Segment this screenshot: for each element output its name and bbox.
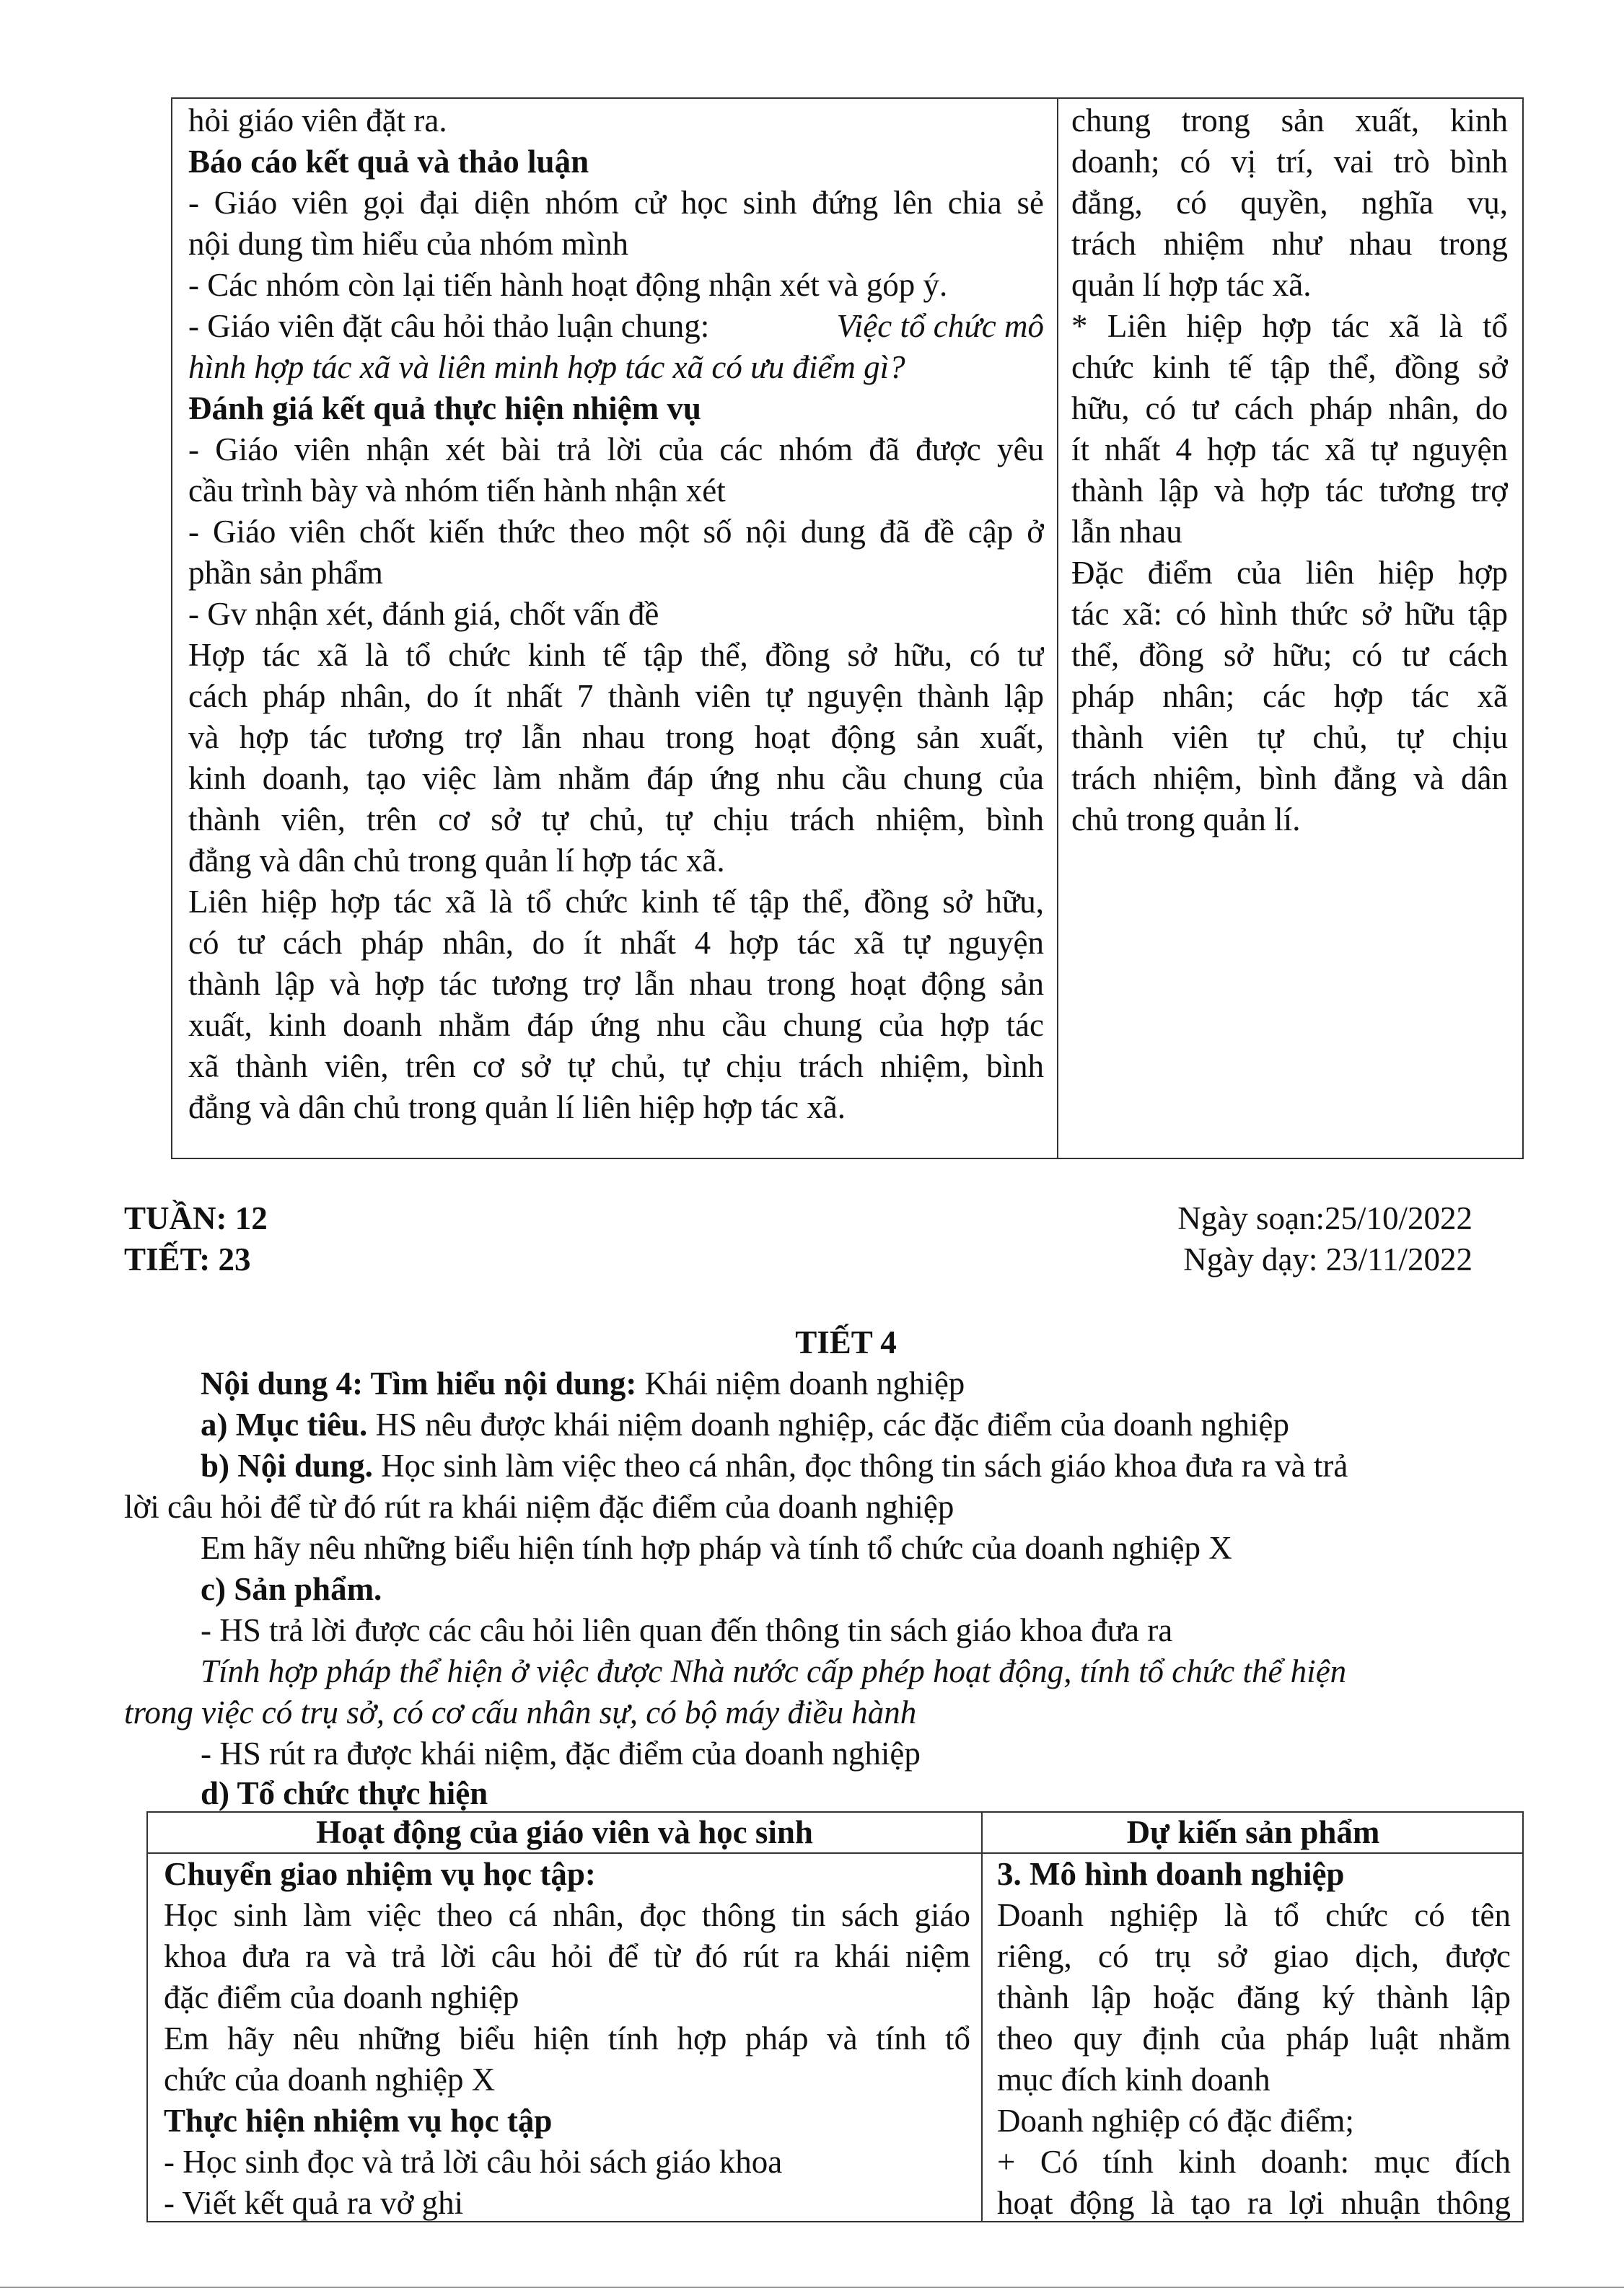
goal-text: HS nêu được khái niệm doanh nghiệp, các đặc điểm của doanh nghiệp — [367, 1407, 1290, 1443]
left-line-16: và hợp tác tương trợ lẫn nhau trong hoạt động sản xuất, — [188, 719, 1044, 755]
right-line-2: doanh; có vị trí, vai trò bình — [1071, 144, 1508, 180]
left-line-25: đẳng và dân chủ trong quản lí liên hiệp hợp tác xã. — [188, 1089, 846, 1125]
activity-left-line-5: Em hãy nêu những biểu hiện tính hợp pháp và tính tổ — [164, 2020, 970, 2057]
left-line-24: xã thành viên, trên cơ sở tự chủ, tự chịu trách nhiệm, bình — [188, 1048, 1044, 1084]
right-line-4: trách nhiệm như nhau trong — [1071, 226, 1508, 262]
left-line-14: Hợp tác xã là tổ chức kinh tế tập thể, đồng sở hữu, có tư — [188, 637, 1044, 673]
right-line-7: chức kinh tế tập thể, đồng sở — [1071, 349, 1508, 385]
activity-left-line-8: - Học sinh đọc và trả lời câu hỏi sách giáo khoa — [164, 2144, 783, 2180]
report-heading: Báo cáo kết quả và thảo luận — [188, 144, 589, 180]
discussion-prefix: - Giáo viên đặt câu hỏi thảo luận chung: — [188, 308, 710, 344]
top-table-right-cell — [1071, 100, 1508, 840]
right-line-15: pháp nhân; các hợp tác xã — [1071, 678, 1508, 714]
col2-header: Dự kiến sản phẩm — [1126, 1814, 1380, 1850]
goal-line — [201, 1404, 1289, 1446]
period-label: TIẾT: 23 — [124, 1241, 251, 1277]
activity-right-line-5: theo quy định của pháp luật nhằm — [997, 2020, 1511, 2057]
activity-left-line-2: Học sinh làm việc theo cá nhân, đọc thông tin sách giáo — [164, 1897, 970, 1933]
left-line-10: cầu trình bày và nhóm tiến hành nhận xét — [188, 472, 726, 509]
right-line-8: hữu, có tư cách pháp nhân, do — [1071, 390, 1508, 426]
left-line-23: xuất, kinh doanh nhằm đáp ứng nhu cầu chung của hợp tác — [188, 1007, 1044, 1043]
activity-right-line-6: mục đích kinh doanh — [997, 2062, 1270, 2098]
activity-left-line-3: khoa đưa ra và trả lời câu hỏi để từ đó rút ra khái niệm — [164, 1938, 970, 1974]
activity-right-line-9: hoạt động là tạo ra lợi nhuận thông — [997, 2185, 1511, 2221]
activity-right-line-2: Doanh nghiệp là tổ chức có tên — [997, 1897, 1511, 1933]
left-line-17: kinh doanh, tạo việc làm nhằm đáp ứng nhu cầu chung của — [188, 760, 1044, 796]
left-line-19: đẳng và dân chủ trong quản lí hợp tác xã. — [188, 843, 725, 879]
left-line-11: - Giáo viên chốt kiến thức theo một số nội dung đã đề cập ở — [188, 514, 1044, 550]
org-label: d) Tổ chức thực hiện — [201, 1775, 488, 1811]
left-line-13: - Gv nhận xét, đánh giá, chốt vấn đề — [188, 596, 659, 632]
teach-date: Ngày dạy: 23/11/2022 — [1183, 1241, 1472, 1277]
right-line-16: thành viên tự chủ, tự chịu — [1071, 719, 1508, 755]
right-line-12: Đặc điểm của liên hiệp hợp — [1071, 555, 1508, 591]
product-line-2: - HS rút ra được khái niệm, đặc điểm của doanh nghiệp — [201, 1736, 921, 1772]
activity-right-line-7: Doanh nghiệp có đặc điểm; — [997, 2103, 1354, 2139]
evaluation-heading: Đánh giá kết quả thực hiện nhiệm vụ — [188, 390, 701, 426]
activity-left-line-9: - Viết kết quả ra vở ghi — [164, 2185, 464, 2221]
right-line-10: thành lập và hợp tác tương trợ — [1071, 472, 1508, 509]
page-bottom-rule — [0, 2287, 1624, 2288]
discussion-question-line — [188, 306, 1044, 347]
left-line-20: Liên hiệp hợp tác xã là tổ chức kinh tế tập thể, đồng sở hữu, — [188, 884, 1044, 920]
activity-table-column-divider — [981, 1813, 983, 2221]
right-line-11: lẫn nhau — [1071, 514, 1182, 550]
prep-date: Ngày soạn:25/10/2022 — [1177, 1200, 1472, 1236]
right-line-1: chung trong sản xuất, kinh — [1071, 102, 1508, 138]
activity-right-cell — [997, 1854, 1511, 2224]
product-italic-2: trong việc có trụ sở, có cơ cấu nhân sự, có bộ máy điều hành — [124, 1694, 917, 1730]
left-line-15: cách pháp nhân, do ít nhất 7 thành viên tự nguyện thành lập — [188, 678, 1044, 714]
right-line-14: thể, đồng sở hữu; có tư cách — [1071, 637, 1508, 673]
lesson-title: TIẾT 4 — [795, 1324, 897, 1360]
right-line-13: tác xã: có hình thức sở hữu tập — [1071, 596, 1508, 632]
activity-left-cell — [164, 1854, 970, 2224]
activity-right-line-8: + Có tính kinh doanh: mục đích — [997, 2144, 1511, 2180]
content-text: Khái niệm doanh nghiệp — [636, 1365, 965, 1402]
right-line-6: * Liên hiệp hợp tác xã là tổ — [1071, 308, 1508, 344]
task-do-heading: Thực hiện nhiệm vụ học tập — [164, 2103, 553, 2139]
lesson-question: Em hãy nêu những biểu hiện tính hợp pháp và tính tổ chức của doanh nghiệp X — [201, 1530, 1232, 1566]
top-table-left-cell — [188, 100, 1044, 1128]
left-line-3: - Giáo viên gọi đại diện nhóm cử học sinh đứng lên chia sẻ — [188, 185, 1044, 221]
content-label: Nội dung 4: Tìm hiểu nội dung: — [201, 1365, 637, 1402]
left-line-12: phần sản phẩm — [188, 555, 383, 591]
left-line-5: - Các nhóm còn lại tiến hành hoạt động nhận xét và góp ý. — [188, 267, 948, 303]
product-italic-1: Tính hợp pháp thể hiện ở việc được Nhà nước cấp phép hoạt động, tính tổ chức thể hiện — [201, 1653, 1347, 1689]
right-line-17: trách nhiệm, bình đẳng và dân — [1071, 760, 1508, 796]
content-b-cont: lời câu hỏi để từ đó rút ra khái niệm đặc điểm của doanh nghiệp — [124, 1489, 954, 1525]
discussion-question-cont: hình hợp tác xã và liên minh hợp tác xã có ưu điểm gì? — [188, 349, 905, 385]
product-line-1: - HS trả lời được các câu hỏi liên quan đến thông tin sách giáo khoa đưa ra — [201, 1612, 1173, 1648]
right-line-18: chủ trong quản lí. — [1071, 801, 1301, 837]
business-model-heading: 3. Mô hình doanh nghiệp — [997, 1856, 1345, 1892]
content-b-label: b) Nội dung. — [201, 1448, 373, 1484]
left-line-21: có tư cách pháp nhân, do ít nhất 4 hợp tác xã tự nguyện — [188, 925, 1044, 961]
left-line-9: - Giáo viên nhận xét bài trả lời của các nhóm đã được yêu — [188, 431, 1044, 467]
left-line-1: hỏi giáo viên đặt ra. — [188, 102, 447, 138]
top-table — [171, 97, 1524, 1159]
product-label: c) Sản phẩm. — [201, 1571, 382, 1607]
activity-left-line-6: chức của doanh nghiệp X — [164, 2062, 496, 2098]
activity-right-line-3: riêng, có trụ sở giao dịch, được — [997, 1938, 1511, 1974]
activity-right-line-4: thành lập hoặc đăng ký thành lập — [997, 1979, 1511, 2015]
goal-label: a) Mục tiêu. — [201, 1407, 368, 1443]
activity-table — [146, 1811, 1524, 2222]
content-b-text: Học sinh làm việc theo cá nhân, đọc thông tin sách giáo khoa đưa ra và trả — [372, 1448, 1348, 1484]
right-line-3: đẳng, có quyền, nghĩa vụ, — [1071, 185, 1508, 221]
left-line-22: thành lập và hợp tác tương trợ lẫn nhau trong hoạt động sản — [188, 966, 1044, 1002]
task-assign-heading: Chuyển giao nhiệm vụ học tập: — [164, 1856, 596, 1892]
right-line-5: quản lí hợp tác xã. — [1071, 267, 1312, 303]
content-line — [201, 1363, 965, 1404]
discussion-question-italic: Việc tổ chức mô — [836, 308, 1044, 344]
left-line-18: thành viên, trên cơ sở tự chủ, tự chịu trách nhiệm, bình — [188, 801, 1044, 837]
activity-left-line-4: đặc điểm của doanh nghiệp — [164, 1979, 519, 2015]
week-label: TUẦN: 12 — [124, 1200, 268, 1236]
left-line-4: nội dung tìm hiểu của nhóm mình — [188, 226, 628, 262]
col1-header: Hoạt động của giáo viên và học sinh — [316, 1814, 813, 1850]
content-b-line — [201, 1446, 1348, 1487]
right-line-9: ít nhất 4 hợp tác xã tự nguyện — [1071, 431, 1508, 467]
top-table-column-divider — [1057, 99, 1058, 1158]
